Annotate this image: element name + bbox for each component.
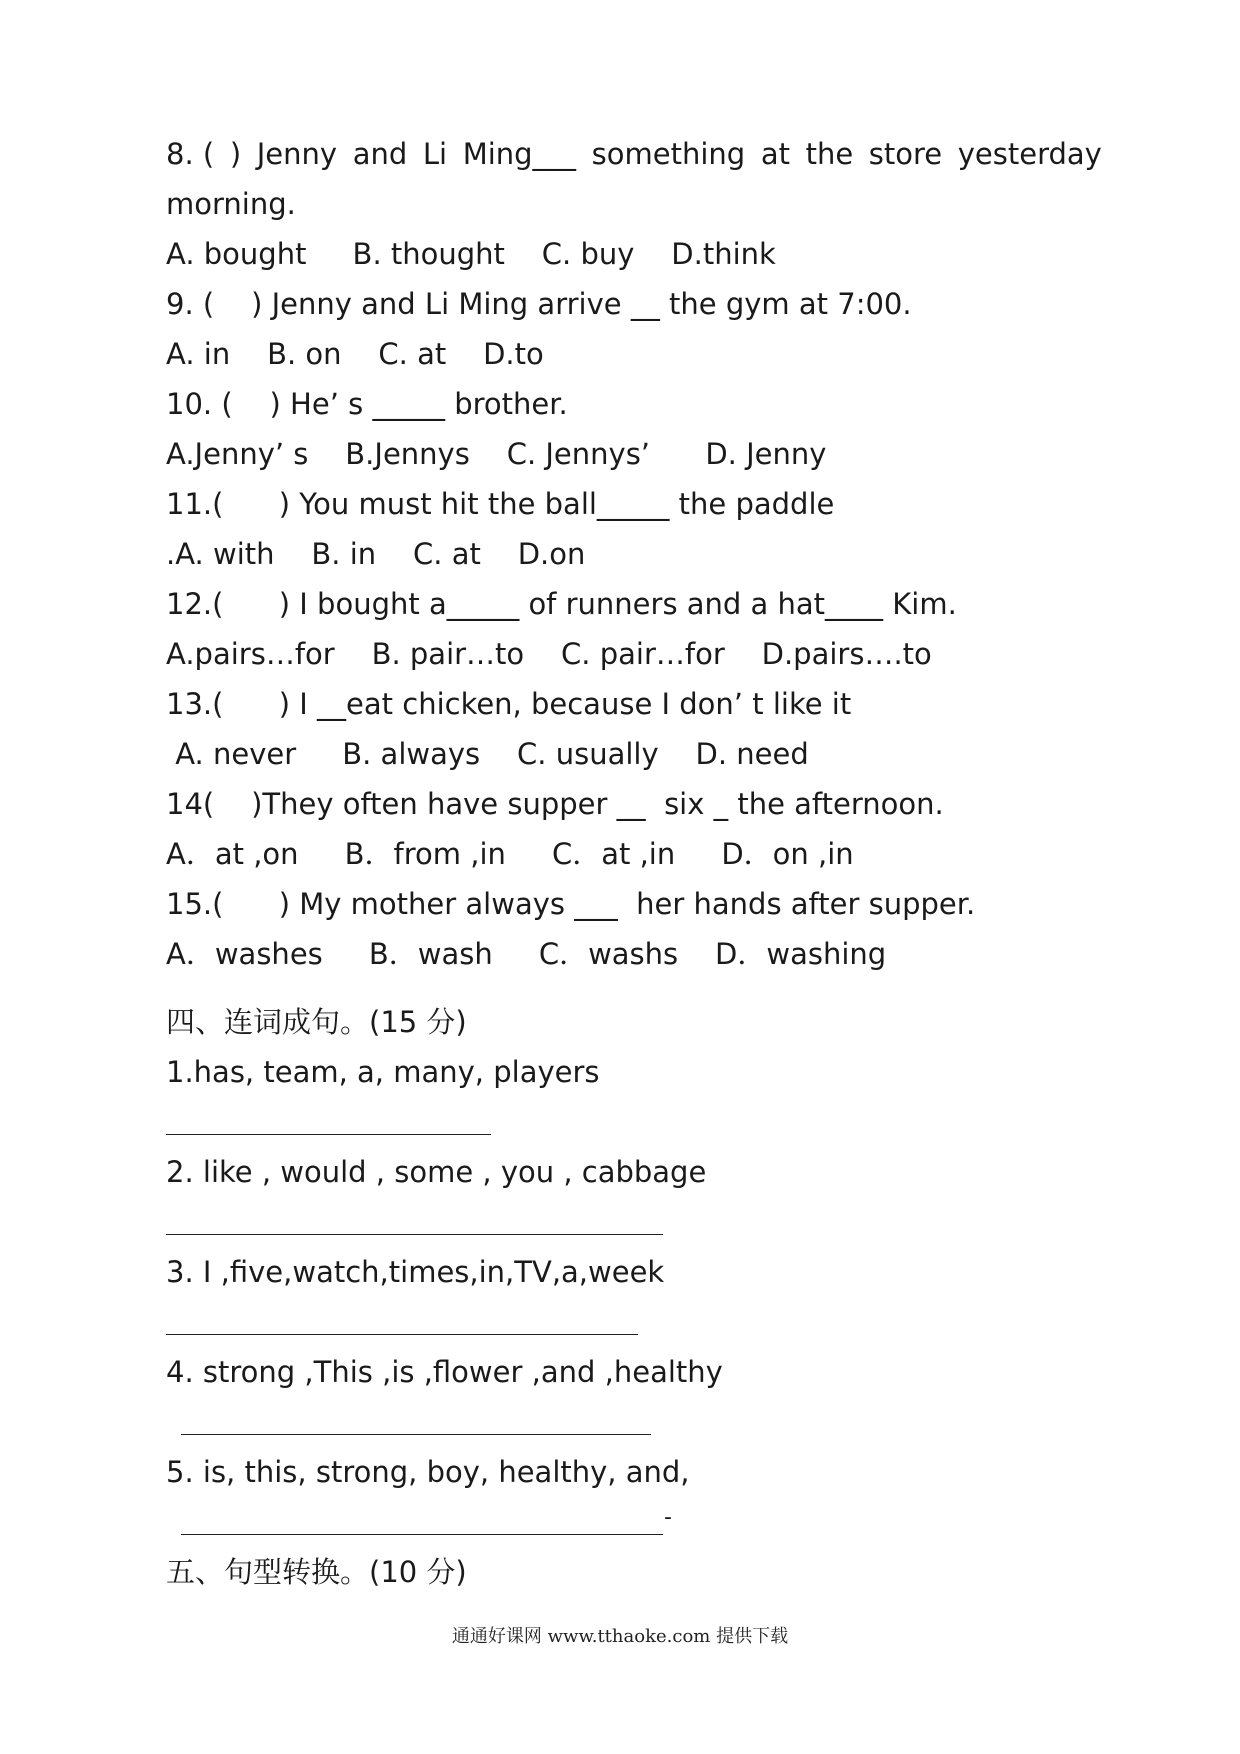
question-8-stem: [166, 134, 1102, 174]
question-13-options: A. never B. always C. usually D. need: [166, 737, 809, 771]
q8-word: store: [868, 137, 943, 171]
question-15-stem: 15.( ) My mother always ___ her hands after supper.: [166, 887, 976, 921]
trailing-mark: -: [664, 1505, 672, 1530]
page-footer: 通通好课网 www.tthaoke.com 提供下载: [451, 1626, 789, 1647]
question-9-options: A. in B. on C. at D.to: [166, 337, 544, 371]
q8-word: ): [229, 137, 242, 171]
question-11-stem: 11.( ) You must hit the ball_____ the paddle: [166, 487, 835, 521]
q8-word: and: [352, 137, 408, 171]
sentence-item-3: 3. I ,five,watch,times,in,TV,a,week: [166, 1255, 665, 1289]
question-11-options: .A. with B. in C. at D.on: [166, 537, 586, 571]
answer-line-5[interactable]: [181, 1534, 663, 1535]
answer-line-1[interactable]: [166, 1134, 491, 1135]
answer-line-3[interactable]: [166, 1334, 638, 1335]
question-8-options: A. bought B. thought C. buy D.think: [166, 237, 776, 271]
question-15-options: A．washes B．wash C．washs D．washing: [166, 937, 887, 971]
q8-word: 8. (: [166, 137, 215, 171]
question-10-options: A.Jenny’ s B.Jennys C. Jennys’ D. Jenny: [166, 437, 827, 471]
question-12-stem: 12.( ) I bought a_____ of runners and a hat____ Kim.: [166, 587, 957, 621]
sentence-item-4: 4. strong ,This ,is ,flower ,and ,healthy: [166, 1355, 723, 1389]
question-12-options: A.pairs…for B. pair…to C. pair…for D.pairs….to: [166, 637, 932, 671]
section-4-heading: 四、连词成句。(15 分): [166, 1005, 467, 1039]
answer-line-4[interactable]: [181, 1434, 651, 1435]
question-9-stem: 9. ( ) Jenny and Li Ming arrive __ the gym at 7:00.: [166, 287, 912, 321]
sentence-item-2: 2. like , would , some , you , cabbage: [166, 1155, 707, 1189]
question-14-options: A．at ,on B．from ,in C．at ,in D．on ,in: [166, 837, 854, 871]
q8-word: at: [760, 137, 790, 171]
q8-word: something: [591, 137, 746, 171]
section-5-heading: 五、句型转换。(10 分): [166, 1555, 467, 1589]
question-14-stem: 14( )They often have supper __ six _ the afternoon.: [166, 787, 944, 821]
answer-line-2[interactable]: [166, 1234, 663, 1235]
question-10-stem: 10. ( ) He’ s _____ brother.: [166, 387, 568, 421]
q8-word: the: [805, 137, 854, 171]
question-13-stem: 13.( ) I __eat chicken, because I don’ t like it: [166, 687, 852, 721]
q8-word: yesterday: [957, 137, 1102, 171]
sentence-item-1: 1.has, team, a, many, players: [166, 1055, 600, 1089]
q8-word: Jenny: [256, 137, 338, 171]
q8-word: Ming___: [462, 137, 577, 171]
sentence-item-5: 5. is, this, strong, boy, healthy, and,: [166, 1455, 690, 1489]
q8-word: Li: [422, 137, 448, 171]
question-8-stem-continued: morning.: [166, 187, 296, 221]
